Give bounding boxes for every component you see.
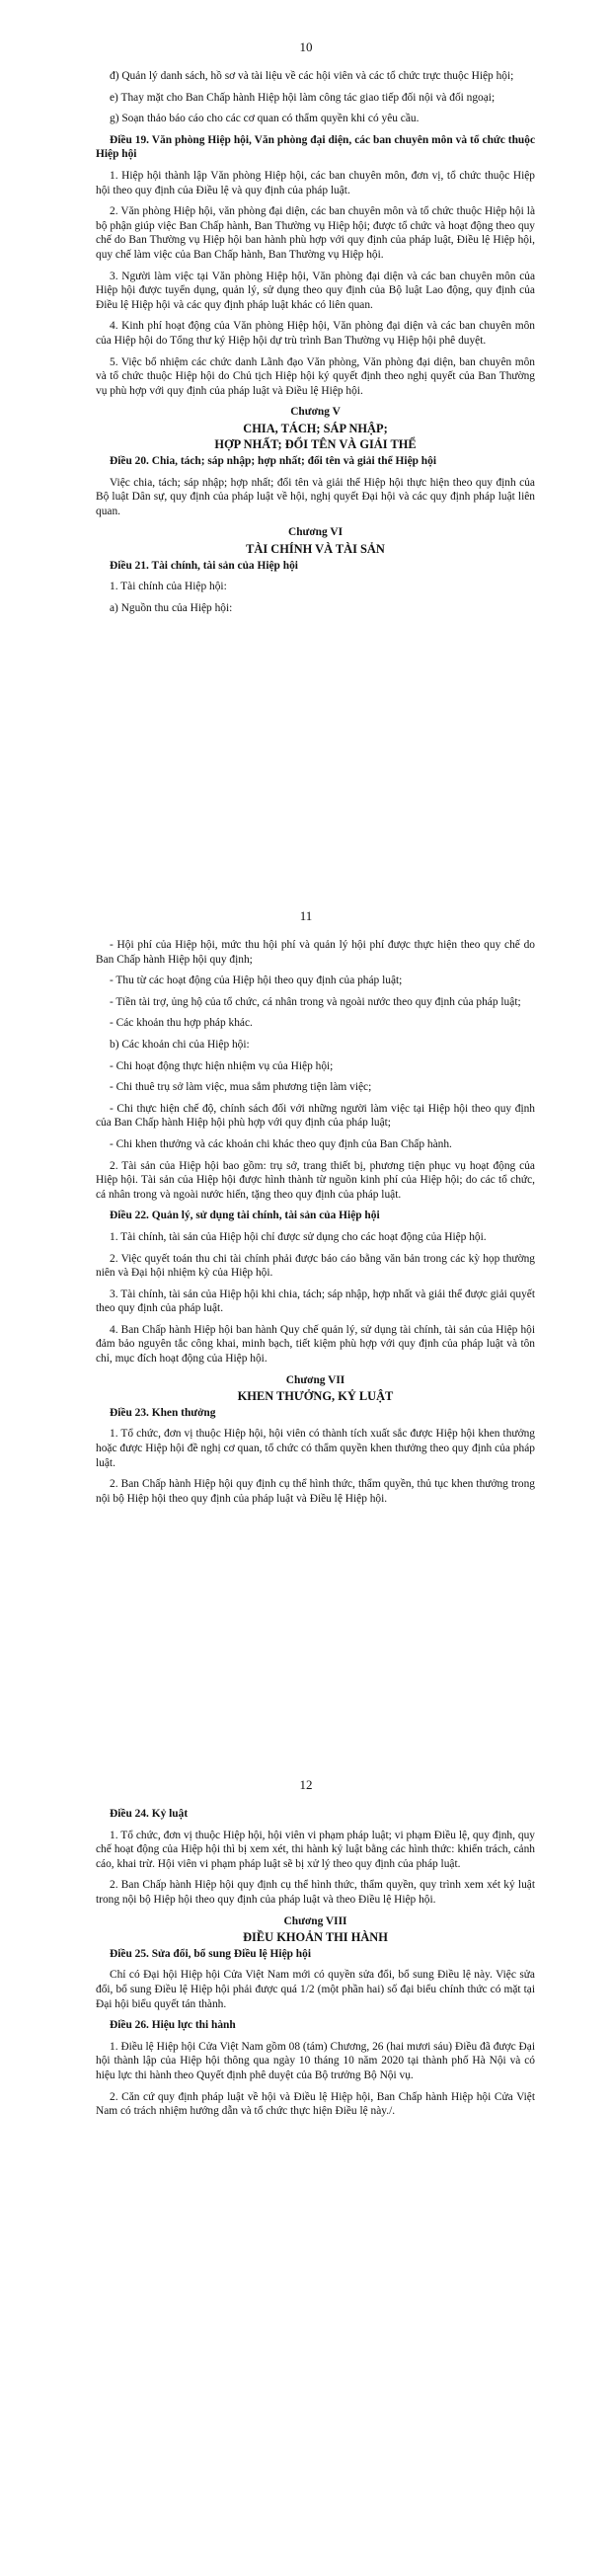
paragraph: 2. Ban Chấp hành Hiệp hội quy định cụ thể hình thức, thẩm quyền, quy trình xem xét kỷ luật trong nội bộ Hiệp hội theo quy định của pháp luật và theo Điều lệ Hiệp hội.: [96, 1879, 535, 1906]
paragraph: - Các khoản thu hợp pháp khác.: [110, 1017, 253, 1030]
chapter-label: Chương VI: [287, 526, 344, 539]
chapter-title: CHIA, TÁCH; SÁP NHẬP;: [243, 421, 388, 435]
paragraph: g) Soạn thảo báo cáo cho các cơ quan có thẩm quyền khi có yêu cầu.: [110, 113, 420, 125]
paragraph: 2. Căn cứ quy định pháp luật về hội và Điều lệ Hiệp hội, Ban Chấp hành Hiệp hội Cửa Việt Nam có trách nhiệm hướng dẫn và tổ chức thực hiện Điều lệ này./.: [96, 2090, 535, 2118]
paragraph: 5. Việc bổ nhiệm các chức danh Lãnh đạo Văn phòng, Văn phòng đại diện, ban chuyên môn và tổ chức thuộc Hiệp hội do Chủ tịch Hiệp hội ký quyết định theo nghị quyết của Ban Thường vụ phù hợp với quy định của pháp luật và Điều lệ Hiệp hội.: [96, 355, 535, 397]
paragraph: b) Các khoản chi của Hiệp hội:: [110, 1038, 250, 1051]
paragraph: 2. Tài sản của Hiệp hội bao gồm: trụ sở, trang thiết bị, phương tiện phục vụ hoạt động của Hiệp hội. Tài sản của Hiệp hội được hình thành từ nguồn kinh phí của Hiệp hội; do các tổ chức, cá nhân trong và ngoài nước hiến, tặng theo quy định của pháp luật.: [96, 1159, 535, 1201]
paragraph: e) Thay mặt cho Ban Chấp hành Hiệp hội làm công tác giao tiếp đối nội và đối ngoại;: [110, 91, 496, 104]
article-heading: Điều 23. Khen thưởng: [110, 1406, 216, 1419]
paragraph: 1. Điều lệ Hiệp hội Cửa Việt Nam gồm 08 (tám) Chương, 26 (hai mươi sáu) Điều đã được Đại hội thành lập của Hiệp hội thông qua ngày 10 tháng 10 năm 2020 tại thành phố Hà Nội và có hiệu lực thi hành theo Quyết định phê duyệt của Bộ trưởng Bộ Nội vụ.: [96, 2040, 535, 2081]
paragraph: đ) Quản lý danh sách, hồ sơ và tài liệu về các hội viên và các tổ chức trực thuộc Hiệp hội;: [110, 70, 514, 82]
article-heading: Điều 20. Chia, tách; sáp nhập; hợp nhất; đổi tên và giải thể Hiệp hội: [110, 455, 436, 468]
paragraph: - Hội phí của Hiệp hội, mức thu hội phí và quản lý hội phí được thực hiện theo quy chế do Ban Chấp hành Hiệp hội quy định;: [96, 939, 535, 966]
page-content: [96, 69, 535, 622]
paragraph: a) Nguồn thu của Hiệp hội:: [110, 601, 233, 614]
paragraph: - Chi khen thưởng và các khoản chi khác theo quy định của Ban Chấp hành.: [110, 1137, 452, 1150]
paragraph: - Thu từ các hoạt động của Hiệp hội theo quy định của pháp luật;: [110, 975, 403, 987]
page-number: 11: [299, 908, 313, 923]
chapter-title: ĐIỀU KHOẢN THI HÀNH: [243, 1930, 388, 1945]
paragraph: 2. Việc quyết toán thu chi tài chính phải được báo cáo bằng văn bản trong các kỳ họp thường niên và Đại hội nhiệm kỳ của Hiệp hội.: [96, 1252, 535, 1280]
chapter-title: TÀI CHÍNH VÀ TÀI SẢN: [246, 542, 385, 557]
page-number: 10: [299, 39, 313, 54]
paragraph: 1. Tài chính của Hiệp hội:: [110, 581, 227, 593]
chapter-label: Chương V: [290, 406, 341, 419]
paragraph: - Chi thực hiện chế độ, chính sách đối với những người làm việc tại Hiệp hội theo quy định của Ban Chấp hành Hiệp hội phù hợp với quy định của pháp luật;: [96, 1102, 535, 1130]
paragraph: - Tiền tài trợ, ủng hộ của tổ chức, cá nhân trong và ngoài nước theo quy định của pháp luật;: [110, 995, 521, 1008]
document-page-11: [0, 869, 612, 1738]
chapter-title: HỢP NHẤT; ĐỔI TÊN VÀ GIẢI THỂ: [214, 437, 417, 452]
paragraph: Việc chia, tách; sáp nhập; hợp nhất; đổi tên và giải thể Hiệp hội thực hiện theo quy định của Bộ luật Dân sự, quy định của pháp luật về hội, nghị quyết Đại hội và các quy định pháp luật liên quan.: [96, 476, 535, 517]
paragraph: Chỉ có Đại hội Hiệp hội Cửa Việt Nam mới có quyền sửa đổi, bổ sung Điều lệ này. Việc sửa đổi, bổ sung Điều lệ Hiệp hội phải được quá 1/2 (một phần hai) số đại biểu chính thức có mặt tại Đại hội biểu quyết tán thành.: [96, 1969, 535, 2010]
article-heading: Điều 21. Tài chính, tài sản của Hiệp hội: [110, 559, 298, 572]
article-heading: Điều 24. Kỷ luật: [110, 1808, 189, 1820]
paragraph: 2. Ban Chấp hành Hiệp hội quy định cụ thể hình thức, thẩm quyền, thủ tục khen thưởng trong nội bộ Hiệp hội theo quy định của pháp luật và Điều lệ Hiệp hội.: [96, 1478, 535, 1505]
paragraph: - Chi hoạt động thực hiện nhiệm vụ của Hiệp hội;: [110, 1059, 334, 1072]
paragraph: 1. Tài chính, tài sản của Hiệp hội chỉ được sử dụng cho các hoạt động của Hiệp hội.: [110, 1230, 487, 1243]
paragraph: 1. Tổ chức, đơn vị thuộc Hiệp hội, hội viên có thành tích xuất sắc được Hiệp hội khen thưởng hoặc được Hiệp hội đề nghị cơ quan, tổ chức có thẩm quyền khen thưởng theo quy định của pháp luật.: [96, 1428, 535, 1469]
chapter-title: KHEN THƯỞNG, KỶ LUẬT: [237, 1389, 394, 1404]
document-page-10: [0, 0, 612, 869]
article-heading: Điều 26. Hiệu lực thi hành: [110, 2019, 236, 2032]
article-heading: Điều 22. Quản lý, sử dụng tài chính, tài sản của Hiệp hội: [110, 1210, 380, 1222]
page-content: [96, 1807, 535, 2126]
document-page-12: [0, 1738, 612, 2576]
page-content: [96, 938, 535, 1513]
article-heading: Điều 25. Sửa đổi, bổ sung Điều lệ Hiệp hội: [110, 1947, 311, 1960]
article-heading: Điều 19. Văn phòng Hiệp hội, Văn phòng đại diện, các ban chuyên môn và tổ chức thuộc Hiệp hội: [96, 133, 535, 161]
page-number: 12: [299, 1777, 313, 1792]
paragraph: 4. Ban Chấp hành Hiệp hội ban hành Quy chế quản lý, sử dụng tài chính, tài sản của Hiệp hội đảm bảo nguyên tắc công khai, minh bạch, tiết kiệm phù hợp với quy định của pháp luật và tôn chỉ, mục đích hoạt động của Hiệp hội.: [96, 1323, 535, 1366]
paragraph: 4. Kinh phí hoạt động của Văn phòng Hiệp hội, Văn phòng đại diện và các ban chuyên môn của Hiệp hội do Tổng thư ký Hiệp hội dự trù trình Ban Thường vụ Hiệp hội phê duyệt.: [96, 320, 535, 347]
paragraph: 3. Tài chính, tài sản của Hiệp hội khi chia, tách; sáp nhập, hợp nhất và giải thể được giải quyết theo quy định của pháp luật.: [96, 1288, 535, 1315]
chapter-label: Chương VII: [285, 1373, 345, 1386]
paragraph: - Chi thuê trụ sở làm việc, mua sắm phương tiện làm việc;: [110, 1081, 372, 1094]
paragraph: 2. Văn phòng Hiệp hội, văn phòng đại diện, các ban chuyên môn và tổ chức thuộc Hiệp hội là bộ phận giúp việc Ban Chấp hành, Ban Thường vụ Hiệp hội; được tổ chức và hoạt động theo quy chế do Ban Thường vụ Hiệp hội ban hành phù hợp với quy định của pháp luật, Điều lệ Hiệp hội, quy chế làm việc của Ban Chấp hành, Ban Thường vụ Hiệp hội.: [96, 205, 535, 261]
paragraph: 1. Hiệp hội thành lập Văn phòng Hiệp hội, các ban chuyên môn, đơn vị, tổ chức thuộc Hiệp hội theo quy định của Điều lệ và quy định của pháp luật.: [96, 169, 535, 196]
chapter-label: Chương VIII: [283, 1914, 347, 1927]
paragraph: 1. Tổ chức, đơn vị thuộc Hiệp hội, hội viên vi phạm pháp luật; vi phạm Điều lệ, quy định, quy chế hoạt động của Hiệp hội thì bị xem xét, thi hành kỷ luật bằng các hình thức: khiển trách, cảnh cáo, khai trừ. Hội viên vi phạm pháp luật sẽ bị xử lý theo quy định của pháp luật.: [96, 1829, 535, 1870]
paragraph: 3. Người làm việc tại Văn phòng Hiệp hội, Văn phòng đại diện và các ban chuyên môn của Hiệp hội được tuyển dụng, quản lý, sử dụng theo quy định của Bộ luật Lao động, quy định của Điều lệ Hiệp hội và các quy định pháp luật khác có liên quan.: [96, 270, 535, 311]
